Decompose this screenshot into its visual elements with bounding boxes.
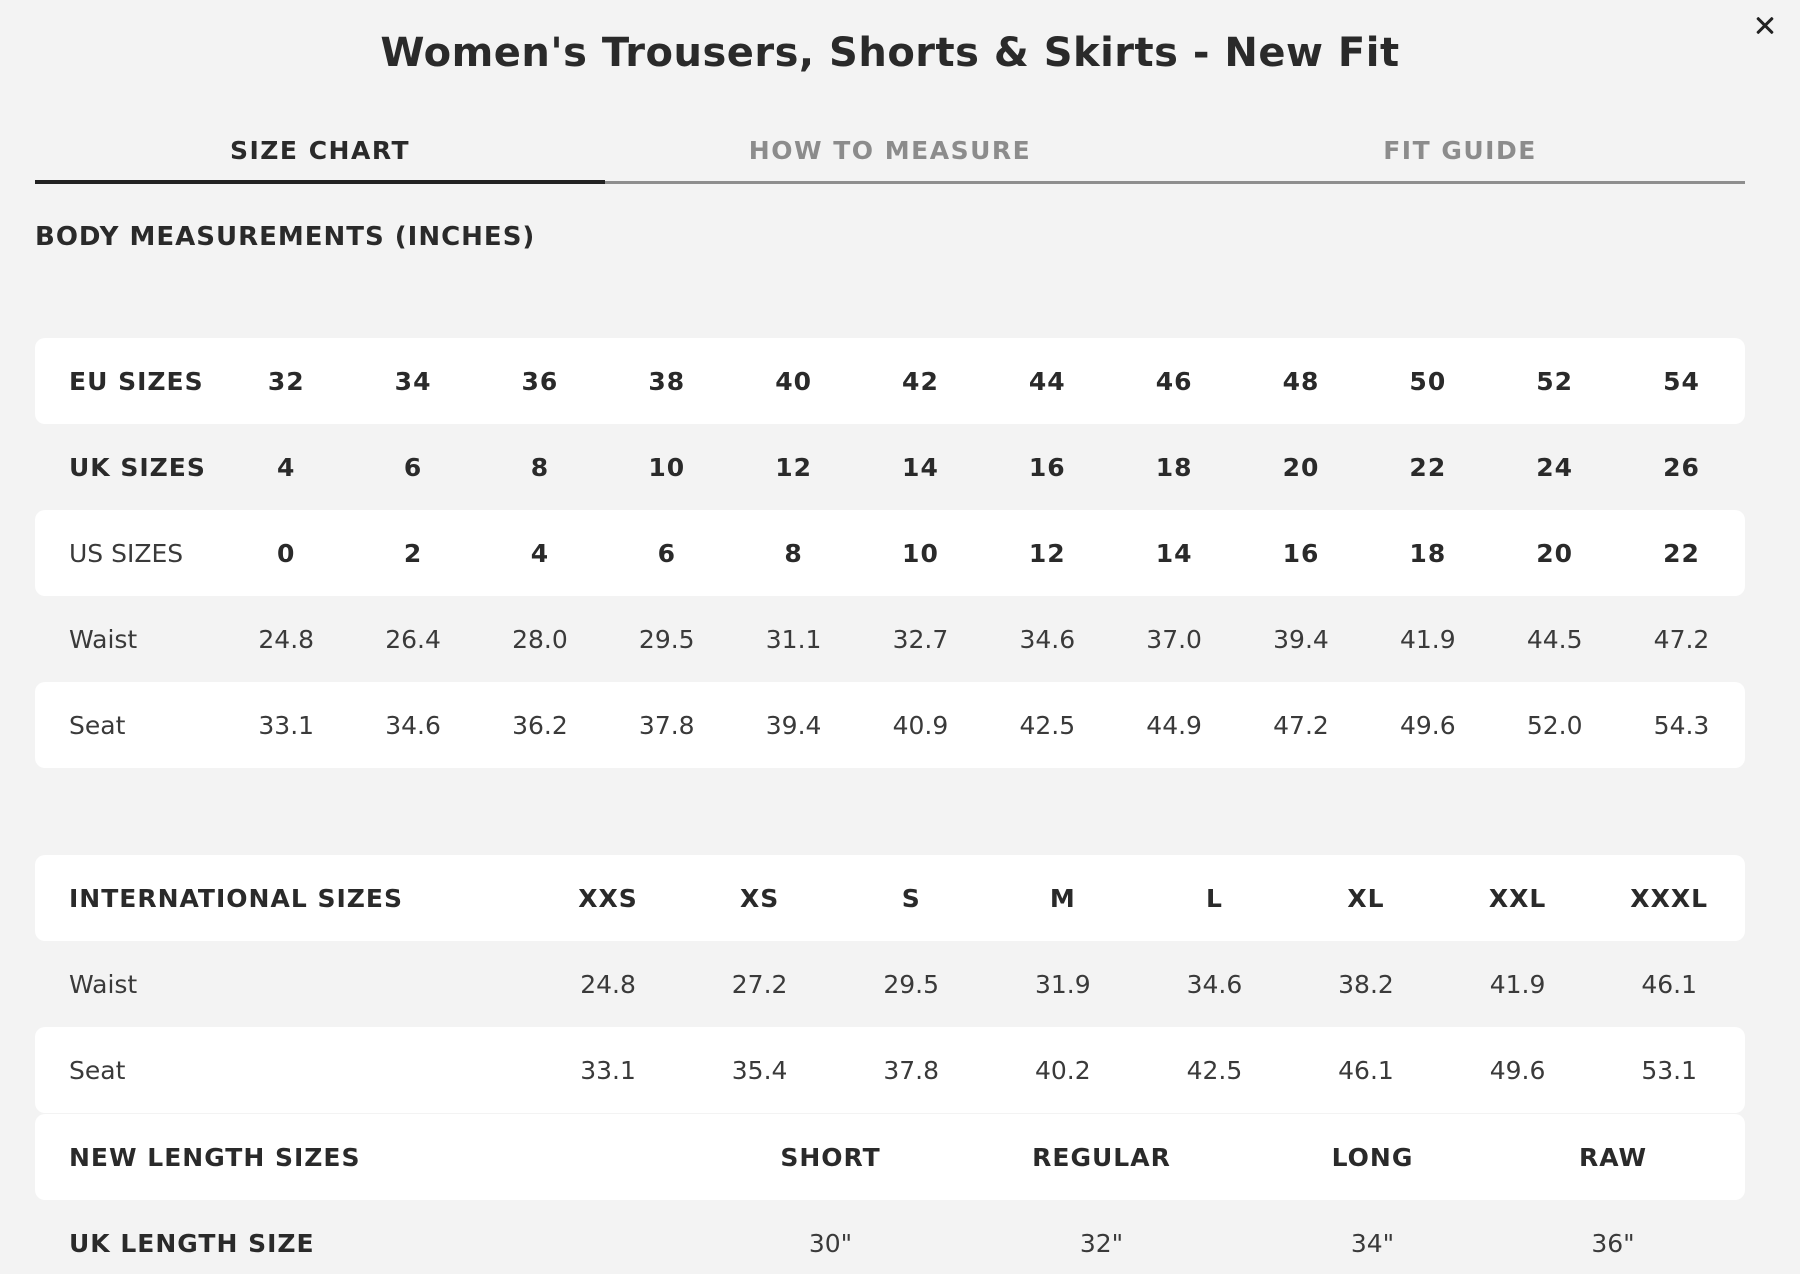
- table-cell: XXL: [1488, 883, 1547, 913]
- table-cell: 10: [648, 452, 686, 482]
- table-cell: 31.9: [1034, 969, 1091, 999]
- table-row-uk-length-size: [35, 1200, 1745, 1274]
- table-cell: 35.4: [731, 1055, 788, 1085]
- table-cell: 40.9: [892, 710, 949, 740]
- table-cell: 6: [403, 452, 423, 482]
- table-cell: 32: [267, 366, 305, 396]
- table-cell: 18: [1155, 452, 1193, 482]
- table-row-eu-sizes: [35, 338, 1745, 424]
- row-label: UK SIZES: [69, 452, 206, 482]
- table-cell: REGULAR: [1032, 1142, 1171, 1172]
- table-cell: 14: [902, 452, 939, 482]
- table-cell: 26: [1663, 452, 1700, 482]
- table-cell: 37.8: [883, 1055, 940, 1085]
- table-cell: 4: [530, 538, 550, 568]
- table-cell: 14: [1155, 538, 1193, 568]
- table-cell: 22: [1409, 452, 1447, 482]
- table-cell: 20: [1536, 538, 1574, 568]
- tab-how-to-measure[interactable]: HOW TO MEASURE: [748, 136, 1032, 165]
- table-cell: 42.5: [1186, 1055, 1243, 1085]
- table-cell: 34: [394, 366, 432, 396]
- table-cell: 52.0: [1526, 710, 1583, 740]
- table-cell: 38: [648, 366, 686, 396]
- table-cell: 18: [1409, 538, 1447, 568]
- table-cell: 8: [530, 452, 550, 482]
- table-cell: 0: [277, 538, 296, 568]
- table-cell: LONG: [1331, 1142, 1414, 1172]
- table-cell: 22: [1663, 538, 1700, 568]
- table-cell: 24: [1536, 452, 1574, 482]
- size-conversion-table: [35, 338, 1745, 768]
- table-cell: 32.7: [892, 624, 949, 654]
- table-cell: 33.1: [580, 1055, 636, 1085]
- table-cell: 20: [1282, 452, 1320, 482]
- table-cell: XXS: [578, 883, 638, 913]
- table-cell: 27.2: [731, 969, 788, 999]
- table-cell: 33.1: [258, 710, 315, 740]
- table-cell: 30": [808, 1228, 853, 1258]
- table-cell: SHORT: [780, 1142, 881, 1172]
- table-row-seat: [35, 1027, 1745, 1113]
- table-cell: 42.5: [1019, 710, 1076, 740]
- table-cell: 46: [1155, 366, 1193, 396]
- table-cell: S: [901, 883, 921, 913]
- table-cell: 38.2: [1338, 969, 1394, 999]
- table-cell: 49.6: [1489, 1055, 1546, 1085]
- table-cell: 10: [902, 538, 939, 568]
- table-cell: XL: [1347, 883, 1385, 913]
- table-cell: 39.4: [1273, 624, 1329, 654]
- table-cell: 31.1: [765, 624, 822, 654]
- table-cell: 50: [1409, 366, 1447, 396]
- table-cell: 26.4: [385, 624, 441, 654]
- table-cell: XS: [739, 883, 780, 913]
- tab-bar: [35, 126, 1745, 184]
- table-row-waist: [35, 596, 1745, 682]
- row-label: Waist: [69, 969, 138, 999]
- table-cell: 36: [521, 366, 559, 396]
- table-cell: 34.6: [1019, 624, 1076, 654]
- section-heading: BODY MEASUREMENTS (INCHES): [35, 222, 536, 252]
- table-cell: 44: [1028, 366, 1066, 396]
- table-cell: 32": [1079, 1228, 1124, 1258]
- table-cell: 48: [1282, 366, 1320, 396]
- table-cell: 47.2: [1273, 710, 1329, 740]
- table-cell: 34": [1350, 1228, 1395, 1258]
- modal-title: Women's Trousers, Shorts & Skirts - New Fit: [380, 30, 1400, 76]
- table-row-seat: [35, 682, 1745, 768]
- table-row-us-sizes: [35, 510, 1745, 596]
- table-cell: 42: [902, 366, 939, 396]
- table-cell: 47.2: [1653, 624, 1710, 654]
- table-cell: 12: [1028, 538, 1066, 568]
- tab-size-chart[interactable]: SIZE CHART: [35, 126, 605, 181]
- table-cell: RAW: [1578, 1142, 1648, 1172]
- table-row-new-length-sizes: [35, 1114, 1745, 1200]
- table-row-waist: [35, 941, 1745, 1027]
- row-label: Seat: [69, 710, 126, 740]
- table-cell: 39.4: [765, 710, 822, 740]
- table-cell: 44.5: [1526, 624, 1583, 654]
- table-row-international-sizes: [35, 855, 1745, 941]
- table-cell: 53.1: [1641, 1055, 1698, 1085]
- row-label: Seat: [69, 1055, 126, 1085]
- table-cell: 54: [1663, 366, 1700, 396]
- table-cell: 41.9: [1399, 624, 1456, 654]
- table-cell: 24.8: [258, 624, 315, 654]
- tab-fit-guide[interactable]: FIT GUIDE: [1383, 136, 1537, 165]
- length-size-table: [35, 1114, 1745, 1274]
- table-cell: 36": [1591, 1228, 1635, 1258]
- table-cell: 44.9: [1146, 710, 1202, 740]
- row-label: EU SIZES: [69, 366, 204, 396]
- table-cell: L: [1205, 883, 1223, 913]
- table-cell: 29.5: [638, 624, 695, 654]
- row-label: UK LENGTH SIZE: [69, 1228, 315, 1258]
- table-row-uk-sizes: [35, 424, 1745, 510]
- table-cell: 34.6: [1186, 969, 1243, 999]
- table-cell: 16: [1028, 452, 1066, 482]
- table-cell: 52: [1536, 366, 1574, 396]
- table-cell: 49.6: [1399, 710, 1456, 740]
- table-cell: 8: [784, 538, 803, 568]
- table-cell: 54.3: [1653, 710, 1710, 740]
- table-cell: 12: [775, 452, 812, 482]
- table-cell: 40: [775, 366, 812, 396]
- table-cell: 40.2: [1034, 1055, 1091, 1085]
- table-cell: 6: [657, 538, 676, 568]
- table-cell: 16: [1282, 538, 1320, 568]
- table-cell: M: [1049, 883, 1076, 913]
- row-label: US SIZES: [69, 538, 184, 568]
- table-cell: 46.1: [1338, 1055, 1394, 1085]
- table-cell: XXXL: [1630, 883, 1709, 913]
- table-cell: 34.6: [385, 710, 441, 740]
- row-label: NEW LENGTH SIZES: [69, 1142, 361, 1172]
- table-cell: 41.9: [1489, 969, 1546, 999]
- table-cell: 36.2: [512, 710, 568, 740]
- table-cell: 24.8: [580, 969, 636, 999]
- table-cell: 46.1: [1641, 969, 1698, 999]
- table-cell: 29.5: [883, 969, 940, 999]
- international-size-table: [35, 855, 1745, 1113]
- table-cell: 37.8: [638, 710, 695, 740]
- row-label: INTERNATIONAL SIZES: [69, 883, 403, 913]
- table-cell: 28.0: [512, 624, 568, 654]
- table-cell: 4: [277, 452, 296, 482]
- table-cell: 2: [403, 538, 423, 568]
- table-cell: 37.0: [1146, 624, 1202, 654]
- row-label: Waist: [69, 624, 138, 654]
